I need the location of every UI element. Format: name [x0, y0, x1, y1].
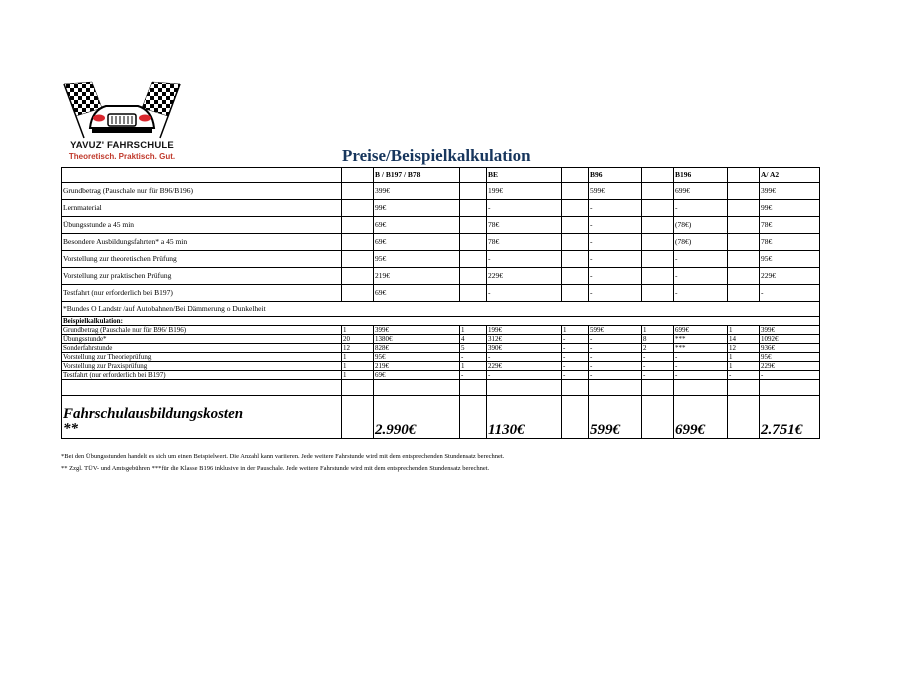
special-note-row [62, 302, 820, 317]
row-label: Vorstellung zur theoretischen Prüfung [62, 251, 342, 268]
amount-cell: 1380€ [374, 335, 460, 344]
row-label: Übungsstunde* [62, 335, 342, 344]
amount-cell: - [487, 371, 562, 380]
price-cell: - [589, 268, 642, 285]
qty-cell: - [642, 353, 674, 362]
price-row [62, 183, 820, 200]
amount-cell: 1092€ [760, 335, 820, 344]
qty-cell: 20 [342, 335, 374, 344]
price-cell: 78€ [760, 217, 820, 234]
total-value: 1130€ [487, 396, 562, 439]
qty-cell: 1 [728, 362, 760, 371]
price-cell: 69€ [374, 217, 460, 234]
calc-header-row [62, 317, 820, 326]
price-cell: - [674, 268, 728, 285]
price-row [62, 251, 820, 268]
amount-cell: - [760, 371, 820, 380]
price-row [62, 285, 820, 302]
calc-header: Beispielkalkulation: [62, 317, 820, 326]
amount-cell: 936€ [760, 344, 820, 353]
amount-cell: - [589, 362, 642, 371]
price-cell: 69€ [374, 234, 460, 251]
footnote: ** Zzgl. TÜV- und Amtsgebühren ***für die Klasse B196 inklusive in der Pauschale. Jede weitere Fahrstunde wird mit dem entsprechenden Stundensatz berechnet. [61, 465, 490, 472]
qty-cell: - [562, 344, 589, 353]
row-label: Vorstellung zur Theorieprüfung [62, 353, 342, 362]
checkered-flags-car-icon [62, 80, 182, 140]
row-label: Vorstellung zur Praxisprüfung [62, 362, 342, 371]
total-value: 699€ [674, 396, 728, 439]
qty-cell: 1 [728, 326, 760, 335]
qty-cell: - [562, 362, 589, 371]
price-cell: - [589, 251, 642, 268]
price-row [62, 268, 820, 285]
qty-cell: 1 [342, 353, 374, 362]
price-cell: - [674, 200, 728, 217]
price-cell: 99€ [374, 200, 460, 217]
column-header: A/ A2 [760, 168, 820, 183]
qty-cell: - [728, 371, 760, 380]
qty-cell: 5 [460, 344, 487, 353]
amount-cell: - [487, 353, 562, 362]
price-row [62, 200, 820, 217]
amount-cell: 312€ [487, 335, 562, 344]
price-cell: 229€ [487, 268, 562, 285]
total-label: Fahrschulausbildungskosten [63, 405, 244, 422]
price-table [61, 167, 820, 439]
calc-row [62, 353, 820, 362]
price-cell: - [760, 285, 820, 302]
qty-cell: 12 [728, 344, 760, 353]
price-cell: 78€ [487, 217, 562, 234]
qty-cell: 1 [342, 326, 374, 335]
qty-cell: - [562, 353, 589, 362]
price-cell: - [589, 234, 642, 251]
logo-tagline: Theoretisch. Praktisch. Gut. [68, 152, 176, 161]
price-cell: 219€ [374, 268, 460, 285]
price-cell: 69€ [374, 285, 460, 302]
row-label: Besondere Ausbildungsfahrten* a 45 min [62, 234, 342, 251]
calc-row [62, 362, 820, 371]
calc-row [62, 326, 820, 335]
row-label: Testfahrt (nur erforderlich bei B197) [62, 371, 342, 380]
qty-cell: 1 [642, 326, 674, 335]
qty-cell: 2 [642, 344, 674, 353]
footnote: *Bei den Übungsstunden handelt es sich um einen Beispielwert. Die Anzahl kann variieren. Jede weitere Fahrstunde wird mit dem entsprechenden Stundensatz berechnet. [61, 453, 505, 460]
amount-cell: - [674, 371, 728, 380]
amount-cell: 828€ [374, 344, 460, 353]
total-value: 2.751€ [760, 396, 820, 439]
amount-cell: 229€ [487, 362, 562, 371]
price-cell: 199€ [487, 183, 562, 200]
amount-cell: 219€ [374, 362, 460, 371]
price-cell: 399€ [374, 183, 460, 200]
amount-cell: 399€ [760, 326, 820, 335]
amount-cell: 390€ [487, 344, 562, 353]
price-cell: - [589, 217, 642, 234]
price-cell: 78€ [760, 234, 820, 251]
logo-brand-name: YAVUZ' FAHRSCHULE [70, 140, 174, 151]
qty-cell: - [460, 371, 487, 380]
amount-cell: - [589, 344, 642, 353]
qty-cell: 1 [342, 362, 374, 371]
calc-row [62, 344, 820, 353]
price-cell: 399€ [760, 183, 820, 200]
qty-cell: 4 [460, 335, 487, 344]
qty-cell: - [642, 371, 674, 380]
row-label: Testfahrt (nur erforderlich bei B197) [62, 285, 342, 302]
calc-row [62, 371, 820, 380]
price-row [62, 217, 820, 234]
row-label: Vorstellung zur praktischen Prüfung [62, 268, 342, 285]
row-label: Grundbetrag (Pauschale nur für B96/ B196) [62, 326, 342, 335]
spacer-row [62, 380, 820, 396]
qty-cell: 1 [728, 353, 760, 362]
qty-cell: - [460, 353, 487, 362]
amount-cell: - [589, 353, 642, 362]
amount-cell: - [674, 362, 728, 371]
price-cell: 699€ [674, 183, 728, 200]
qty-cell: 14 [728, 335, 760, 344]
qty-cell: - [642, 362, 674, 371]
amount-cell: - [674, 353, 728, 362]
amount-cell: - [589, 371, 642, 380]
amount-cell: 95€ [374, 353, 460, 362]
logo [62, 80, 182, 166]
qty-cell: 1 [562, 326, 589, 335]
column-header: BE [487, 168, 562, 183]
column-header: B / B197 / B78 [374, 168, 460, 183]
total-value: 599€ [589, 396, 642, 439]
column-header: B196 [674, 168, 728, 183]
qty-cell: 1 [342, 371, 374, 380]
qty-cell: 12 [342, 344, 374, 353]
amount-cell: 229€ [760, 362, 820, 371]
price-cell: - [589, 285, 642, 302]
amount-cell: 599€ [589, 326, 642, 335]
price-cell: 599€ [589, 183, 642, 200]
price-row [62, 234, 820, 251]
page-title: Preise/Beispielkalkulation [342, 146, 531, 165]
calc-row [62, 335, 820, 344]
amount-cell: 95€ [760, 353, 820, 362]
amount-cell: - [589, 335, 642, 344]
amount-cell: 699€ [674, 326, 728, 335]
price-cell: 99€ [760, 200, 820, 217]
total-label-suffix: ** [63, 421, 78, 438]
column-header: B96 [589, 168, 642, 183]
price-cell: - [589, 200, 642, 217]
qty-cell: 1 [460, 326, 487, 335]
price-cell: 229€ [760, 268, 820, 285]
amount-cell: *** [674, 335, 728, 344]
qty-cell: 8 [642, 335, 674, 344]
qty-cell: - [562, 335, 589, 344]
amount-cell: 399€ [374, 326, 460, 335]
row-label: Sonderfahrstunde [62, 344, 342, 353]
row-label: Übungsstunde a 45 min [62, 217, 342, 234]
price-cell: (78€) [674, 234, 728, 251]
price-cell: 95€ [760, 251, 820, 268]
special-note: *Bundes O Landstr /auf Autobahnen/Bei Dämmerung o Dunkelheit [62, 302, 820, 317]
qty-cell: - [562, 371, 589, 380]
column-header-row [62, 168, 820, 183]
qty-cell: 1 [460, 362, 487, 371]
row-label: Grundbetrag (Pauschale nur für B96/B196) [62, 183, 342, 200]
price-cell: 78€ [487, 234, 562, 251]
price-cell: - [487, 251, 562, 268]
price-cell: 95€ [374, 251, 460, 268]
amount-cell: 69€ [374, 371, 460, 380]
total-label-cell [62, 396, 342, 439]
price-cell: - [674, 285, 728, 302]
total-value: 2.990€ [374, 396, 460, 439]
price-cell: (78€) [674, 217, 728, 234]
price-cell: - [487, 200, 562, 217]
price-cell: - [487, 285, 562, 302]
amount-cell: *** [674, 344, 728, 353]
price-cell: - [674, 251, 728, 268]
amount-cell: 199€ [487, 326, 562, 335]
total-row [62, 396, 820, 439]
row-label: Lernmaterial [62, 200, 342, 217]
